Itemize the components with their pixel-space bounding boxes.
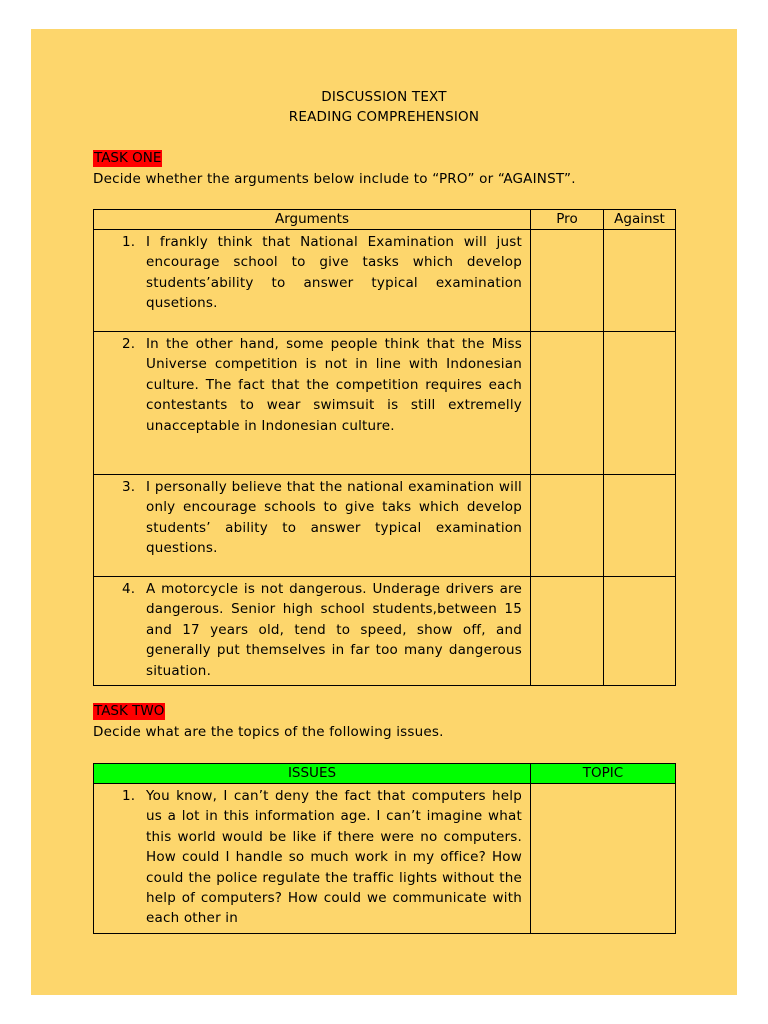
table-row — [94, 230, 676, 332]
argument-text: In the other hand, some people think that the Miss Universe competition is not in line with Indonesian culture. The fact that the competition requires each contestants to wear swimsuit is still extremelly unacceptable in Indonesian culture. — [146, 336, 522, 434]
task-one-instruction: Decide whether the arguments below include to “PRO” or “AGAINST”. — [93, 171, 576, 187]
pro-cell[interactable] — [531, 475, 604, 577]
argument-cell — [94, 332, 531, 475]
against-cell[interactable] — [604, 475, 676, 577]
argument-cell — [94, 577, 531, 686]
document-title: DISCUSSION TEXT — [321, 89, 447, 105]
column-header-topic: TOPIC — [531, 764, 676, 784]
against-cell[interactable] — [604, 577, 676, 686]
issue-cell — [94, 784, 531, 934]
against-cell[interactable] — [604, 332, 676, 475]
table-row — [94, 475, 676, 577]
table-row — [94, 577, 676, 686]
table-header-row — [94, 764, 676, 784]
task-one-label: TASK ONE — [94, 150, 162, 166]
arguments-table — [93, 209, 676, 686]
argument-cell — [94, 230, 531, 332]
argument-text: A motorcycle is not dangerous. Underage drivers are dangerous. Senior high school students,between 15 and 17 years old, tend to speed, show off, and generally put themselves in far too many dangerous situation. — [146, 581, 522, 679]
pro-cell[interactable] — [531, 230, 604, 332]
column-header-pro: Pro — [531, 210, 604, 230]
column-header-against: Against — [604, 210, 676, 230]
task-two-label: TASK TWO — [94, 703, 165, 719]
task-two-instruction: Decide what are the topics of the following issues. — [93, 724, 444, 740]
pro-cell[interactable] — [531, 577, 604, 686]
argument-text: I personally believe that the national examination will only encourage schools to give taks which develop students’ ability to answer typical examination questions. — [146, 479, 522, 557]
column-header-arguments: Arguments — [94, 210, 531, 230]
against-cell[interactable] — [604, 230, 676, 332]
table-header-row — [94, 210, 676, 230]
document-page — [31, 29, 737, 995]
column-header-issues: ISSUES — [94, 764, 531, 784]
table-row — [94, 332, 676, 475]
argument-number: 2. — [122, 336, 136, 352]
argument-number: 4. — [122, 581, 136, 597]
topic-cell[interactable] — [531, 784, 676, 934]
argument-cell — [94, 475, 531, 577]
document-subtitle: READING COMPREHENSION — [288, 109, 480, 125]
pro-cell[interactable] — [531, 332, 604, 475]
issue-text: You know, I can’t deny the fact that computers help us a lot in this information age. I can’t imagine what this world would be like if there were no computers. How could I handle so much work in my office? How could the police regulate the traffic lights without the help of computers? How could we communicate with each other in — [146, 788, 522, 927]
argument-number: 1. — [122, 234, 136, 250]
argument-text: I frankly think that National Examination will just encourage school to give tasks which develop students’ability to answer typical examination qusetions. — [146, 234, 522, 312]
issues-table — [93, 763, 676, 934]
argument-number: 3. — [122, 479, 136, 495]
table-row — [94, 784, 676, 934]
issue-number: 1. — [122, 788, 136, 804]
